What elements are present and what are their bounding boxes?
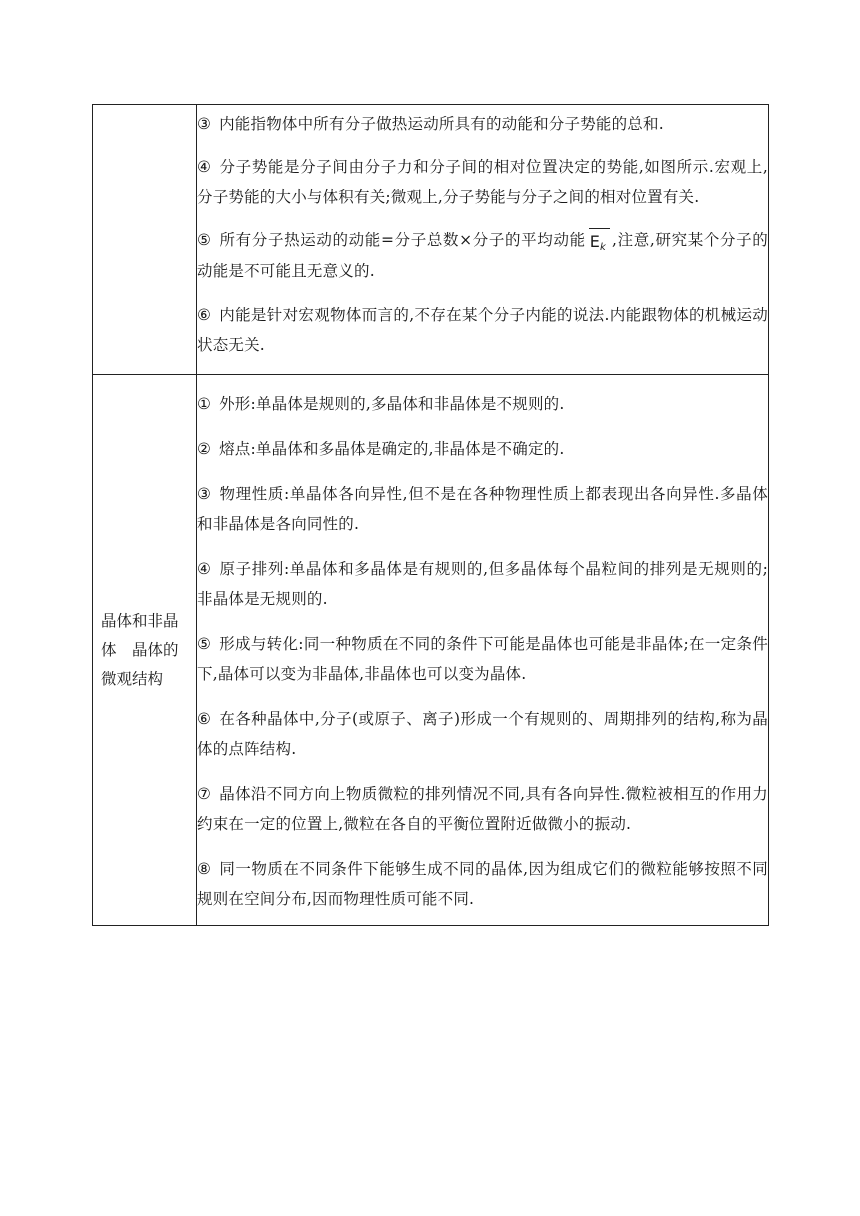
item-text: 同一物质在不同条件下能够生成不同的晶体,因为组成它们的微粒能够按照不同规则在空间分布,因而物理性质可能不同. — [197, 860, 768, 908]
row-label-cell — [93, 375, 197, 926]
item-number: ⑥ — [197, 710, 212, 728]
list-item — [197, 434, 768, 464]
notes-table — [92, 104, 769, 926]
item-number: ③ — [197, 115, 212, 133]
item-text: 分子势能是分子间由分子力和分子间的相对位置决定的势能,如图所示.宏观上,分子势能的大小与体积有关;微观上,分子势能与分子之间的相对位置有关. — [197, 158, 768, 206]
table-row — [93, 105, 769, 375]
item-number: ⑤ — [197, 231, 212, 249]
item-number: ⑧ — [197, 860, 212, 878]
overline — [589, 228, 610, 229]
item-number: ③ — [197, 485, 212, 503]
row-content-cell — [197, 375, 769, 926]
item-number: ② — [197, 440, 212, 458]
item-number: ④ — [197, 560, 212, 578]
average-kinetic-energy-symbol — [588, 228, 610, 256]
symbol-subscript: k — [600, 242, 607, 253]
item-number: ⑥ — [197, 306, 212, 324]
list-item — [197, 629, 768, 689]
item-number: ⑤ — [197, 635, 212, 653]
item-text: 形成与转化:同一种物质在不同的条件下可能是晶体也可能是非晶体;在一定条件下,晶体可以变为非晶体,非晶体也可以变为晶体. — [197, 635, 768, 683]
table-row — [93, 375, 769, 926]
list-item — [197, 109, 768, 139]
list-item — [197, 225, 768, 287]
list-item — [197, 554, 768, 614]
item-text: 外形:单晶体是规则的,多晶体和非晶体是不规则的. — [219, 395, 565, 413]
item-text: 物理性质:单晶体各向异性,但不是在各种物理性质上都表现出各向异性.多晶体和非晶体是各向同性的. — [197, 485, 768, 533]
symbol-main: E — [589, 232, 601, 251]
list-item — [197, 389, 768, 419]
row-label: 晶体和非晶体 晶体的微观结构 — [101, 611, 179, 688]
item-text: 内能是针对宏观物体而言的,不存在某个分子内能的说法.内能跟物体的机械运动状态无关. — [197, 306, 768, 354]
list-item — [197, 152, 768, 212]
item-text: 熔点:单晶体和多晶体是确定的,非晶体是不确定的. — [219, 440, 565, 458]
item-text: 原子排列:单晶体和多晶体是有规则的,但多晶体每个晶粒间的排列是无规则的;非晶体是无规则的. — [197, 560, 768, 608]
item-text: 所有分子热运动的动能=分子总数×分子的平均动能 — [219, 231, 586, 249]
item-text: ,注意,研究某个分子的动能是不可能且无意义的. — [197, 231, 768, 280]
list-item — [197, 854, 768, 914]
item-text: 晶体沿不同方向上物质微粒的排列情况不同,具有各向异性.微粒被相互的作用力约束在一定的位置上,微粒在各自的平衡位置附近做微小的振动. — [197, 785, 768, 833]
row-content-cell — [197, 105, 769, 375]
item-number: ④ — [197, 158, 212, 176]
list-item — [197, 300, 768, 360]
row-label-cell — [93, 105, 197, 375]
item-text: 在各种晶体中,分子(或原子、离子)形成一个有规则的、周期排列的结构,称为晶体的点阵结构. — [197, 710, 768, 758]
item-number: ① — [197, 395, 212, 413]
item-text: 内能指物体中所有分子做热运动所具有的动能和分子势能的总和. — [219, 115, 664, 133]
item-number: ⑦ — [197, 785, 212, 803]
list-item — [197, 779, 768, 839]
list-item — [197, 704, 768, 764]
list-item — [197, 479, 768, 539]
